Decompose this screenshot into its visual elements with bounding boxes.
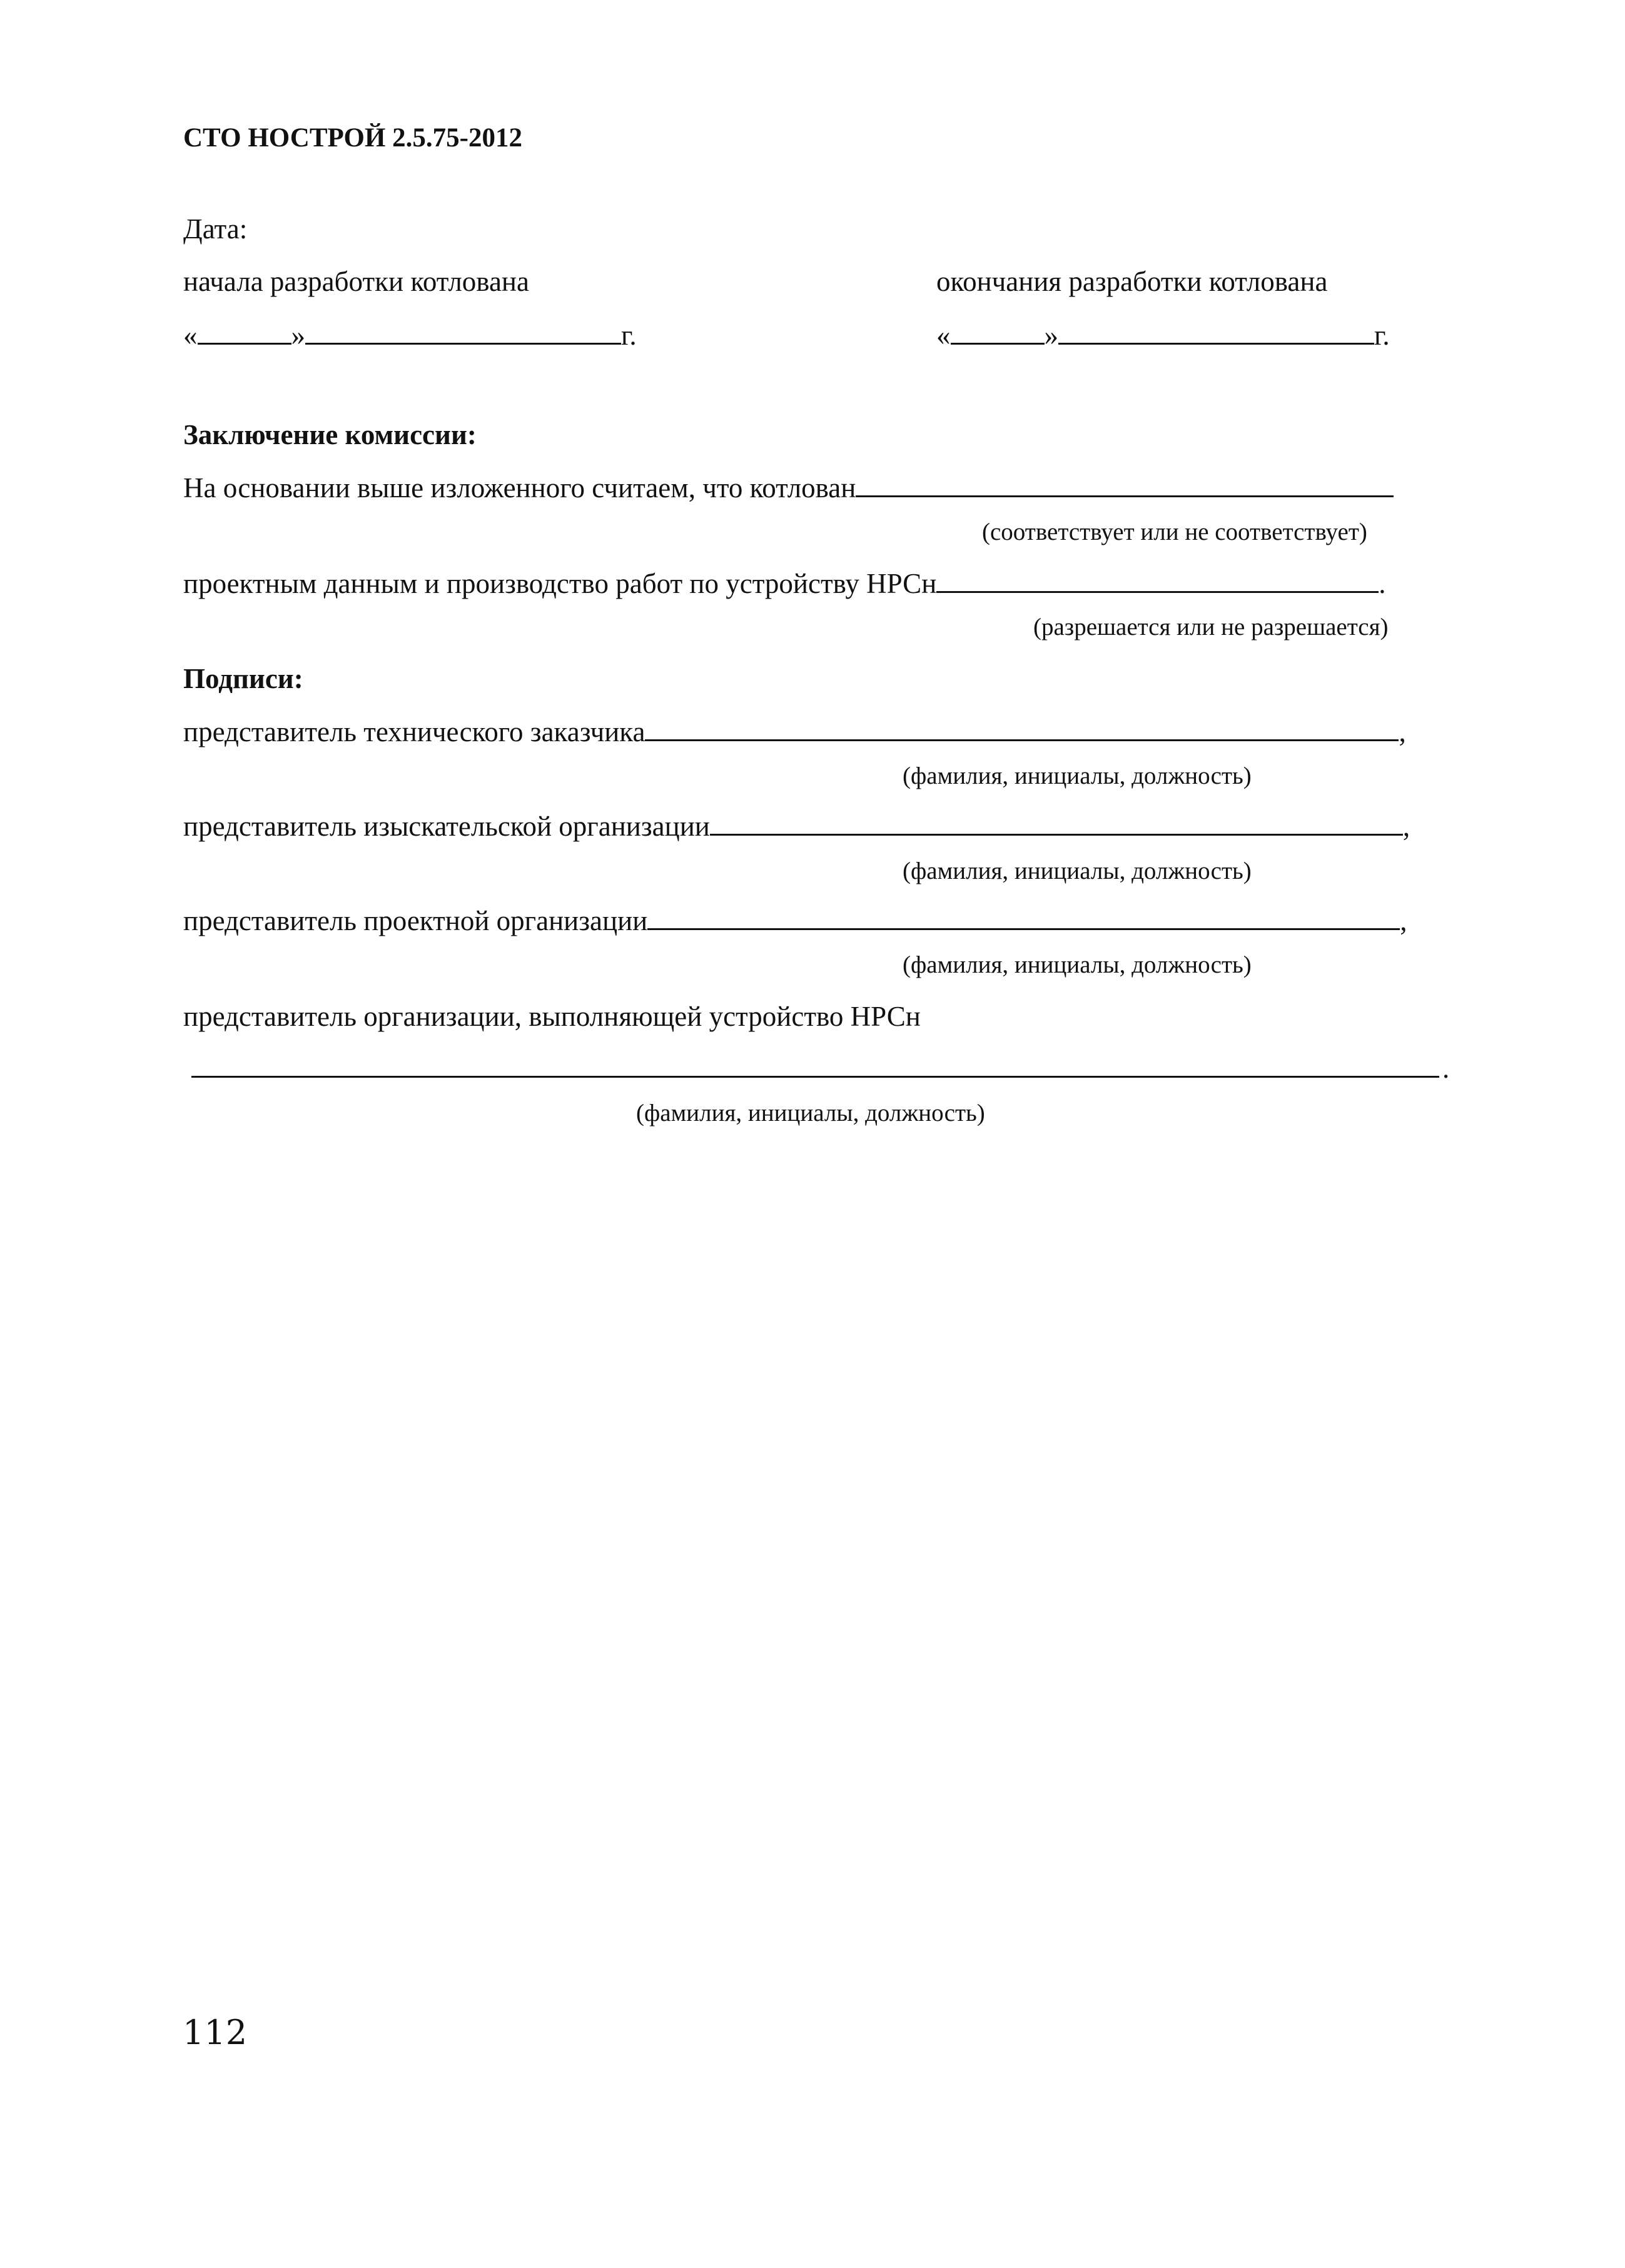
signatures-heading: Подписи:: [183, 663, 303, 694]
signature-end: ,: [1400, 905, 1407, 936]
signature-end: ,: [1399, 716, 1406, 747]
signature-row: [183, 714, 1406, 749]
conclusion-line-2: [183, 566, 1386, 601]
signature-row: [183, 903, 1407, 938]
year-suffix: г.: [621, 320, 637, 351]
signature-hint: (фамилия, инициалы, должность): [636, 1100, 985, 1126]
conclusion-line-2-end: .: [1379, 568, 1386, 599]
start-date-field: [183, 318, 637, 353]
start-date-label: начала разработки котлована: [183, 266, 529, 297]
signature-row: [191, 1051, 1450, 1084]
quote-open: «: [936, 320, 951, 351]
signature-end: .: [1442, 1053, 1450, 1084]
signature-hint: (фамилия, инициалы, должность): [903, 858, 1252, 884]
conclusion-hint-1: (соответствует или не соответствует): [982, 519, 1367, 545]
signature-row: [183, 809, 1410, 844]
conclusion-blank-2: [936, 566, 1379, 593]
signature-label: представитель организации, выполняющей устройство НРСн: [183, 1001, 921, 1032]
end-date-label: окончания разработки котлована: [936, 266, 1328, 297]
conclusion-line-1: [183, 470, 1394, 505]
signature-blank: [191, 1076, 1439, 1078]
quote-open: «: [183, 320, 198, 351]
end-day-blank: [951, 318, 1045, 345]
quote-close: »: [1044, 320, 1058, 351]
page-number: 112: [183, 2013, 248, 2052]
signature-blank: [647, 903, 1400, 930]
document-header: СТО НОСТРОЙ 2.5.75-2012: [183, 123, 522, 153]
signature-hint: (фамилия, инициалы, должность): [903, 762, 1252, 789]
quote-close: »: [291, 320, 305, 351]
signature-end: ,: [1402, 811, 1410, 842]
signature-label: представитель проектной организации: [183, 905, 648, 936]
start-month-blank: [305, 318, 621, 345]
year-suffix: г.: [1374, 320, 1390, 351]
signature-blank: [645, 714, 1399, 741]
conclusion-line-2-text: проектным данным и производство работ по устройству НРСн: [183, 568, 937, 599]
end-date-field: [936, 318, 1390, 353]
date-label: Дата:: [183, 213, 248, 245]
end-month-blank: [1058, 318, 1374, 345]
signature-label: представитель технического заказчика: [183, 716, 645, 747]
signature-blank: [710, 809, 1403, 836]
start-day-blank: [198, 318, 291, 345]
conclusion-line-1-text: На основании выше изложенного считаем, что котлован: [183, 472, 856, 504]
signature-hint: (фамилия, инициалы, должность): [903, 951, 1252, 978]
conclusion-hint-2: (разрешается или не разрешается): [1033, 614, 1389, 640]
conclusion-blank-1: [856, 470, 1394, 497]
conclusion-heading: Заключение комиссии:: [183, 419, 477, 450]
signature-label: представитель изыскательской организации: [183, 811, 710, 842]
